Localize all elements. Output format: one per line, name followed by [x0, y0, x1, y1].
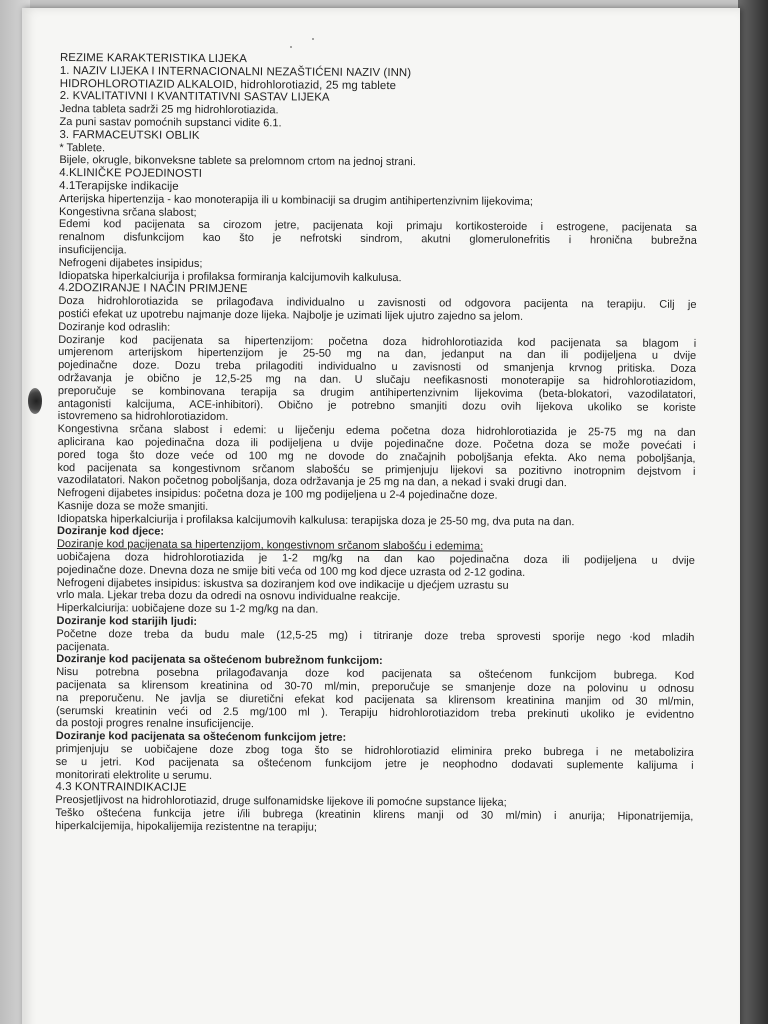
- composition-line: Jedna tableta sadrži 25 mg hidrohlorotiazida.: [59, 103, 279, 117]
- product-name: HIDROHLOROTIAZID ALKALOID, hidrohlorotiazid, 25 mg tablete: [59, 77, 397, 92]
- renal-dosing-line: da postoji progres renalne insuficijencije.: [55, 717, 255, 731]
- heart-failure-dosing-line: vazodilatatori. Nakon početnog poboljšanja, doza održavanja je 25 mg na dan, a nekad i svaki drugi dan.: [57, 474, 567, 490]
- elderly-dosing-line: pacijenata.: [56, 640, 110, 653]
- children-dosing-line: uobičajena doza hidrohlorotiazida je 1-2 mg/kg na dan kao pojedinačna doza ili podijeljena u dvije: [56, 551, 695, 567]
- indication-edema-line: Edemi kod pacijenata sa cirozom jetre, pacijenata koji primaju kortikosteroide i estrogene, pacijenata sa: [58, 218, 697, 235]
- section-4-heading: 4.KLINIČKE POJEDINOSTI: [59, 167, 203, 181]
- document-title: REZIME KARAKTERISTIKA LIJEKA: [59, 52, 247, 66]
- hypertension-dosing-line: umjerenom arterijskom hipertenzijom je 25-50 mg na dan, jedanput na dan ili podijeljena u dvije: [58, 346, 697, 363]
- heart-failure-dosing-line: Kongestivna srčana slabost i edemi: u liječenju edema početna doza hidrohlorotiazida je 25-75 mg na dan: [57, 423, 696, 439]
- dosing-intro-line: Doza hidrohlorotiazida se prilagođava individualno u zavisnosti od odgovora pacijenta na terapiju. Cilj je: [58, 295, 697, 312]
- heart-failure-dosing-line: kod pacijenata sa kongestivnom srčanom slabošću se primjenjuju lijekovi sa pozitivno inotropnim dejstvom i: [57, 461, 696, 478]
- dosing-intro-line: postići efekat uz upotrebu najmanje doze lijeka. Najbolje je uzimati lijek ujutro zajedno sa jelom.: [58, 307, 524, 323]
- document-sheet: [22, 8, 740, 1024]
- children-diabetes-line: Nefrogeni dijabetes insipidus: iskustva sa doziranjem kod ove indikacije u djećjem uzrastu su: [56, 576, 509, 592]
- indication-edema-line: insuficijencija.: [58, 243, 127, 257]
- children-conditions-subheading: Doziranje kod pacijenata sa hipertenzijom, kongestivnom srčanom slabošću i edemima:: [56, 538, 484, 553]
- contraindication-line: Teško oštećena funkcija jetre i/ili bubrega (kreatinin klirens manji od 30 ml/min) i anurija; Hiponatrijemija,: [55, 807, 694, 823]
- children-subheading: Doziranje kod djece:: [57, 525, 165, 539]
- renal-subheading: Doziranje kod pacijenata sa oštećenom bubrežnom funkcijom:: [56, 653, 383, 668]
- hepatic-dosing-line: primjenjuju se uobičajene doze zbog toga što se hidrohlorotiazid eliminira preko bubrega i ne metabolizira: [55, 743, 694, 759]
- scan-speck: [290, 46, 292, 48]
- heart-failure-dosing-line: aplicirana kao pojedinačna doza ili podijeljena u dvije pojedinačne doze. Početna doza se može povećati i: [57, 435, 696, 452]
- renal-dosing-line: na preporučenu. Ne javlja se diuretični efekat kod pacijenata sa klirensom kreatinina manjim od 30 ml/min,: [56, 691, 695, 708]
- renal-dosing-line: (serumski kreatinin veći od 2.5 mg/100 ml ). Terapiju hidrohlorotiazidom treba prekinuti ukoliko je evidentno: [55, 704, 695, 721]
- punch-hole: [28, 388, 42, 414]
- hypertension-dosing-line: antagonisti kalcijuma, ACE-inhibitori). Obično je potrebno smanjiti dozu ovih lijekova ukoliko se koriste: [57, 397, 696, 414]
- tablet-description: Bijele, okrugle, bikonveksne tablete sa prelomnom crtom na jednoj strani.: [59, 154, 416, 169]
- indication-edema-line: renalnom disfunkcijom kao što je nefrotski sindrom, akutni glomerulonefritis i hronična bubrežna: [58, 231, 697, 248]
- section-3-heading: 3. FARMACEUTSKI OBLIK: [59, 128, 200, 142]
- section-1-heading: 1. NAZIV LIJEKA I INTERNACIONALNI NEZAŠTIĆENI NAZIV (INN): [59, 64, 412, 79]
- elderly-dosing-line: Početne doze treba da budu male (12,5-25 mg) i titriranje doze treba sprovesti sporije nego kod mladih: [56, 627, 695, 644]
- section-4-2-heading: 4.2DOZIRANJE I NAČIN PRIMJENE: [58, 282, 248, 296]
- indication-hypercalciuria: Idiopatska hiperkalciurija i profilaksa formiranja kalcijumovih kalkulusa.: [58, 269, 402, 284]
- elderly-subheading: Doziranje kod starijih ljudi:: [56, 615, 198, 628]
- hypertension-dosing-line: istovremeno sa hidrohlorotiazidom.: [57, 410, 229, 424]
- hepatic-subheading: Doziranje kod pacijenata sa oštećenom funkcijom jetre:: [55, 730, 347, 744]
- renal-dosing-line: Nisu potrebna posebna prilagođavanja doze kod pacijenata sa oštećenom funkcijom bubrega. Kod: [56, 666, 695, 683]
- indication-hypertension: Arterijska hipertenzija - kao monoterapija ili u kombinaciji sa drugim antihipertenzivnim lijekovima;: [59, 192, 533, 208]
- adults-subheading: Doziranje kod odraslih:: [58, 320, 171, 334]
- contraindication-line: hiperkalcijemija, hipokalijemija rezistentne na terapiju;: [55, 819, 317, 834]
- indication-heart-failure: Kongestivna srčana slabost;: [58, 205, 197, 219]
- heart-failure-dosing-line: pored toga što doze veće od 100 mg ne dovode do značajnih poboljšanja efekta. Ako nema poboljšanja,: [57, 448, 696, 465]
- excipients-reference: Za puni sastav pomoćnih supstanci vidite 6.1.: [59, 115, 282, 130]
- hypertension-dosing-line: preporučuje se kombinovana terapija sa drugim antihipertenzivnim lijekovima (beta-blokatori, vazodilatatori,: [57, 384, 696, 401]
- hepatic-dosing-line: se u jetri. Kod pacijenata sa oštećenom funkcijom jetre je neophodno dodavati suplemente kalijuma i: [55, 755, 694, 772]
- contraindication-line: Preosjetljivost na hidrohlorotiazid, druge sulfonamidske lijekove ili pomoćne supstance lijeka;: [55, 794, 507, 809]
- hypertension-dosing-line: Doziranje kod pacijenata sa hipertenzijom: početna doza hidrohlorotiazida kod pacijenata sa blagom i: [58, 333, 697, 350]
- section-2-heading: 2. KVALITATIVNI I KVANTITATIVNI SASTAV LIJEKA: [59, 90, 330, 105]
- section-4-1-heading: 4.1Terapijske indikacije: [59, 179, 179, 193]
- children-hypercalciuria: Hiperkalciurija: uobičajene doze su 1-2 mg/kg na dan.: [56, 602, 319, 616]
- hypercalciuria-dosing: Idiopatska hiperkalciurija i profilaksa kalcijumovih kalkulusa: terapijska doza je 25-50 mg, dva puta na dan.: [57, 512, 575, 528]
- section-4-3-heading: 4.3 KONTRAINDIKACIJE: [55, 781, 187, 795]
- dose-reduction-note: Kasnije doza se može smanjiti.: [57, 499, 209, 513]
- diabetes-insipidus-dosing: Nefrogeni dijabetes insipidus: početna doza je 100 mg podijeljena u 2-4 pojedinačne doze.: [57, 487, 498, 502]
- renal-dosing-line: pacijenata sa klirensom kreatinina od 30-70 ml/min, preporučuje se smanjenje doze na polovinu u odnosu: [56, 679, 695, 695]
- children-dosing-line: pojedinačne doze. Dnevna doza ne smije biti veća od 100 mg kod djece uzrasta od 2-12 godina.: [56, 563, 526, 579]
- children-diabetes-line: vrlo mala. Ljekar treba dozu da odredi na osnovu individualne reakcije.: [56, 589, 401, 604]
- hypertension-dosing-line: održavanja je obično je 12,5-25 mg na dan. U slučaju neefikasnosti monoterapije sa hidrohlorotiazidom,: [57, 371, 697, 388]
- indication-diabetes-insipidus: Nefrogeni dijabetes insipidus;: [58, 256, 203, 270]
- document-body: [55, 52, 698, 836]
- hypertension-dosing-line: pojedinačne doze. Dozu treba prilagoditi individualno u zavisnosti od smanjenja krvnog pritiska. Doza: [58, 359, 697, 376]
- dosage-form: * Tablete.: [59, 141, 106, 154]
- scan-speck: [312, 38, 314, 40]
- scanner-shadow-edge: [738, 0, 768, 1024]
- hepatic-dosing-line: monitorirati elektrolite u serumu.: [55, 768, 213, 782]
